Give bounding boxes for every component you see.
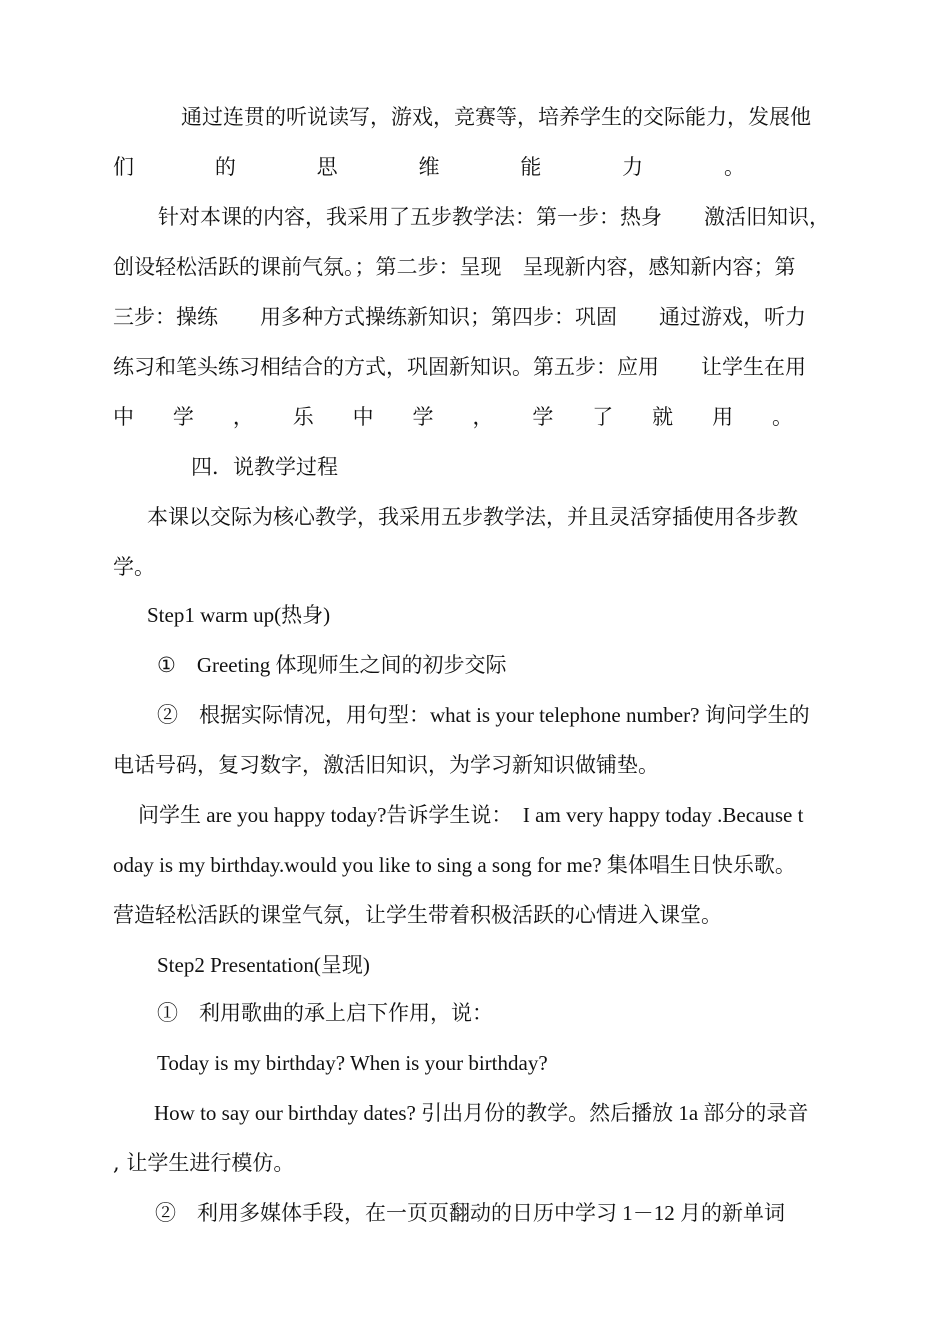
char: 学: [532, 405, 554, 429]
paragraph-line: 通过连贯的听说读写，游戏，竞赛等，培养学生的交际能力，发展他: [181, 105, 811, 129]
paragraph-line: 问学生 are you happy today?告诉学生说： I am very happy today .Because t: [138, 803, 804, 827]
char: 学: [172, 405, 194, 429]
char: ，: [472, 405, 494, 429]
paragraph-line: How to say our birthday dates? 引出月份的教学。然后播放 1a 部分的录音: [154, 1101, 809, 1125]
char: 维: [418, 155, 440, 179]
char: 中: [113, 405, 134, 429]
list-item: ② 利用多媒体手段，在一页页翻动的日历中学习 1－12 月的新单词: [155, 1201, 785, 1225]
paragraph-line: 本课以交际为核心教学，我采用五步教学法，并且灵活穿插使用各步教: [147, 505, 798, 529]
paragraph-line: oday is my birthday.would you like to sing a song for me? 集体唱生日快乐歌。: [113, 853, 796, 877]
paragraph-line: , 让学生进行模仿。: [113, 1151, 295, 1175]
paragraph-line-justified: [113, 402, 793, 432]
section-heading: 四．说教学过程: [191, 455, 338, 479]
paragraph-line: Today is my birthday? When is your birthday?: [157, 1051, 548, 1075]
step-heading: Step2 Presentation(呈现): [157, 953, 370, 977]
step-heading: Step1 warm up(热身): [147, 603, 331, 627]
char: 能: [520, 155, 542, 179]
list-item: ① Greeting 体现师生之间的初步交际: [157, 653, 507, 677]
paragraph-line: 针对本课的内容，我采用了五步教学法：第一步：热身 激活旧知识，: [158, 205, 830, 229]
paragraph-line-justified: [113, 152, 745, 182]
char: 们: [113, 155, 134, 179]
char: 中: [352, 405, 374, 429]
char: 。: [771, 405, 793, 429]
char: 的: [214, 155, 236, 179]
char: 就: [652, 405, 674, 429]
char: 。: [723, 155, 745, 179]
char: 了: [592, 405, 614, 429]
paragraph-line: 学。: [113, 555, 155, 579]
char: 用: [712, 405, 734, 429]
paragraph-line: 营造轻松活跃的课堂气氛，让学生带着积极活跃的心情进入课堂。: [113, 903, 722, 927]
char: 思: [316, 155, 338, 179]
list-item: ① 利用歌曲的承上启下作用，说：: [157, 1001, 493, 1025]
char: 乐: [292, 405, 314, 429]
char: 力: [622, 155, 644, 179]
list-item: ② 根据实际情况，用句型：what is your telephone number? 询问学生的: [157, 703, 810, 727]
paragraph-line: 练习和笔头练习相结合的方式，巩固新知识。第五步：应用 让学生在用: [113, 355, 806, 379]
char: ，: [232, 405, 254, 429]
paragraph-line: 电话号码，复习数字，激活旧知识，为学习新知识做铺垫。: [113, 753, 659, 777]
char: 学: [412, 405, 434, 429]
paragraph-line: 创设轻松活跃的课前气氛。；第二步：呈现 呈现新内容，感知新内容；第: [113, 255, 796, 279]
paragraph-line: 三步：操练 用多种方式操练新知识；第四步：巩固 通过游戏，听力: [113, 305, 806, 329]
